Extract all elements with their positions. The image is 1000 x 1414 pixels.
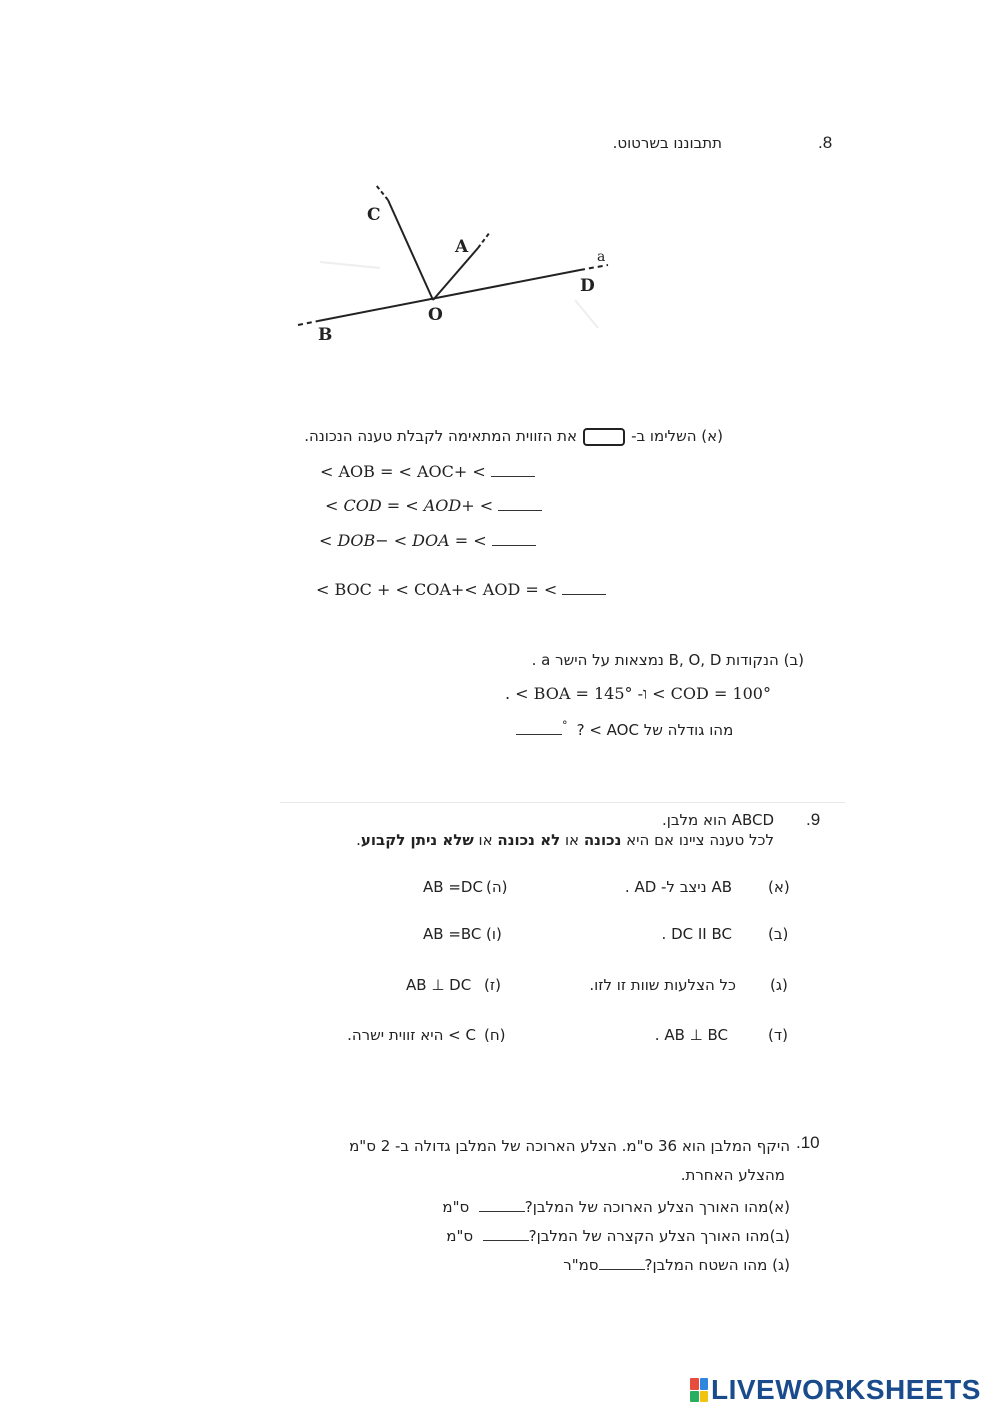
q9-number: .9 xyxy=(806,810,821,829)
q8-eq2 xyxy=(325,495,542,515)
angle-diagram xyxy=(0,0,1000,400)
q8-eq4-text: < BOC + < COA+< AOD = < xyxy=(316,580,558,599)
label-o: O xyxy=(428,305,443,325)
answer-box-icon xyxy=(583,428,625,446)
q10-a-question: (א)מהו האורך הצלע הארוכה של המלבן? xyxy=(524,1198,790,1216)
q9-or-1: או xyxy=(560,831,584,849)
q9-intro: ABCD הוא מלבן. xyxy=(661,811,774,829)
q8-part-b-line3 xyxy=(516,719,733,739)
line-a-dashed-right xyxy=(580,265,608,270)
q8-part-b-question: מהו גודלה של AOC > ? xyxy=(576,721,734,740)
ray-oc-solid xyxy=(388,200,433,300)
ray-oc-dashed xyxy=(376,185,388,200)
q9-item-label: (ג) xyxy=(770,976,788,994)
q9-item-label: (א) xyxy=(768,878,790,896)
ray-oa-dashed xyxy=(478,232,490,248)
q9-incorrect-word: לא נכונה xyxy=(497,831,561,849)
q9-undetermined-word: שלא ניתן לקבוע xyxy=(360,831,474,849)
q8-eq2-blank[interactable] xyxy=(498,495,542,511)
q10-b-blank[interactable] xyxy=(483,1225,529,1241)
q9-instruction xyxy=(356,831,774,849)
q8-part-a-suffix: את הזווית המתאימה לקבלת טענה הנכונה. xyxy=(304,427,578,445)
q10-line2: מהצלע האחרת. xyxy=(680,1166,785,1184)
q8-part-b-line1: (ב) הנקודות B, O, D נמצאות על הישר a . xyxy=(531,651,804,669)
q9-item-label: (ד) xyxy=(768,1026,788,1044)
q10-line1: היקף המלבן הוא 36 ס"מ. הצלע הארוכה של המלבן גדולה ב- 2 ס"מ xyxy=(349,1137,790,1155)
q10-c-unit: סמ"ר xyxy=(563,1256,599,1274)
q10-a xyxy=(442,1196,790,1216)
q9-item-label: (ח) xyxy=(484,1026,506,1044)
liveworksheets-logo xyxy=(690,1373,981,1407)
q10-b-unit: ס"מ xyxy=(446,1227,474,1245)
q9-item-label: (ב) xyxy=(768,925,789,943)
q9-item-text: AB =BC xyxy=(423,925,482,943)
q9-item-text: AB ניצב ל- AD . xyxy=(624,878,732,896)
degree-sign: ° xyxy=(562,719,568,732)
q10-b xyxy=(446,1225,790,1245)
q9-correct-word: נכונה xyxy=(583,831,622,849)
q10-number: .10 xyxy=(796,1133,820,1152)
section-divider xyxy=(280,802,845,803)
label-line-a: a xyxy=(597,249,606,265)
q8-eq3-blank[interactable] xyxy=(492,530,536,546)
q9-item-label: (ז) xyxy=(484,976,501,994)
line-a-dashed-left xyxy=(298,321,318,325)
q10-c-blank[interactable] xyxy=(599,1254,645,1270)
line-a-solid xyxy=(318,270,580,321)
q9-item-text: DC II BC . xyxy=(661,925,732,943)
label-b: B xyxy=(318,325,333,345)
q10-c-question: (ג) מהו השטח המלבן? xyxy=(644,1256,790,1274)
q9-item-text: AB ⊥ DC xyxy=(406,976,472,994)
q8-eq3-text: < DOB− < DOA = < xyxy=(319,531,487,550)
q8-eq1-text: < AOB = < AOC+ < xyxy=(320,462,486,481)
q9-instruction-text: לכל טענה ציינו אם היא xyxy=(621,831,774,849)
q9-item-label: (ה) xyxy=(486,878,508,896)
q8-part-b-line2: . < BOA = 145° -ו < COD = 100° xyxy=(505,684,771,703)
q8-eq4-blank[interactable] xyxy=(562,579,606,595)
q8-eq1 xyxy=(320,461,535,481)
q9-item-text: כל הצלעות שוות זו לזו. xyxy=(589,976,736,994)
label-a-ray: A xyxy=(455,237,469,257)
q9-or-2: או xyxy=(473,831,498,849)
q8-part-a-instruction xyxy=(304,427,723,446)
q8-number: .8 xyxy=(818,133,833,152)
q9-end: . xyxy=(356,831,361,849)
q10-b-question: (ב)מהו האורך הצלע הקצרה של המלבן? xyxy=(528,1227,790,1245)
label-c: C xyxy=(367,205,381,225)
q8-eq4 xyxy=(316,579,606,599)
q9-item-text: AB ⊥ BC . xyxy=(654,1026,728,1044)
q9-item-text: C > היא זווית ישרה. xyxy=(347,1026,476,1044)
logo-text: LIVEWORKSHEETS xyxy=(711,1374,981,1405)
q10-c xyxy=(563,1254,790,1274)
q8-eq2-text: < COD = < AOD+ < xyxy=(325,496,494,515)
q8-eq3 xyxy=(319,530,536,550)
q10-a-unit: ס"מ xyxy=(442,1198,470,1216)
q9-item-text: AB =DC xyxy=(423,878,483,896)
q8-part-a-prefix: (א) השלימו ב- xyxy=(631,427,723,445)
q8-aoc-blank[interactable] xyxy=(516,719,562,735)
q8-eq1-blank[interactable] xyxy=(491,461,535,477)
label-d: D xyxy=(580,276,595,296)
q10-a-blank[interactable] xyxy=(479,1196,525,1212)
q9-item-label: (ו) xyxy=(486,925,502,943)
logo-mark-icon xyxy=(690,1378,708,1402)
q8-title: תתבוננו בשרטוט. xyxy=(612,134,722,152)
